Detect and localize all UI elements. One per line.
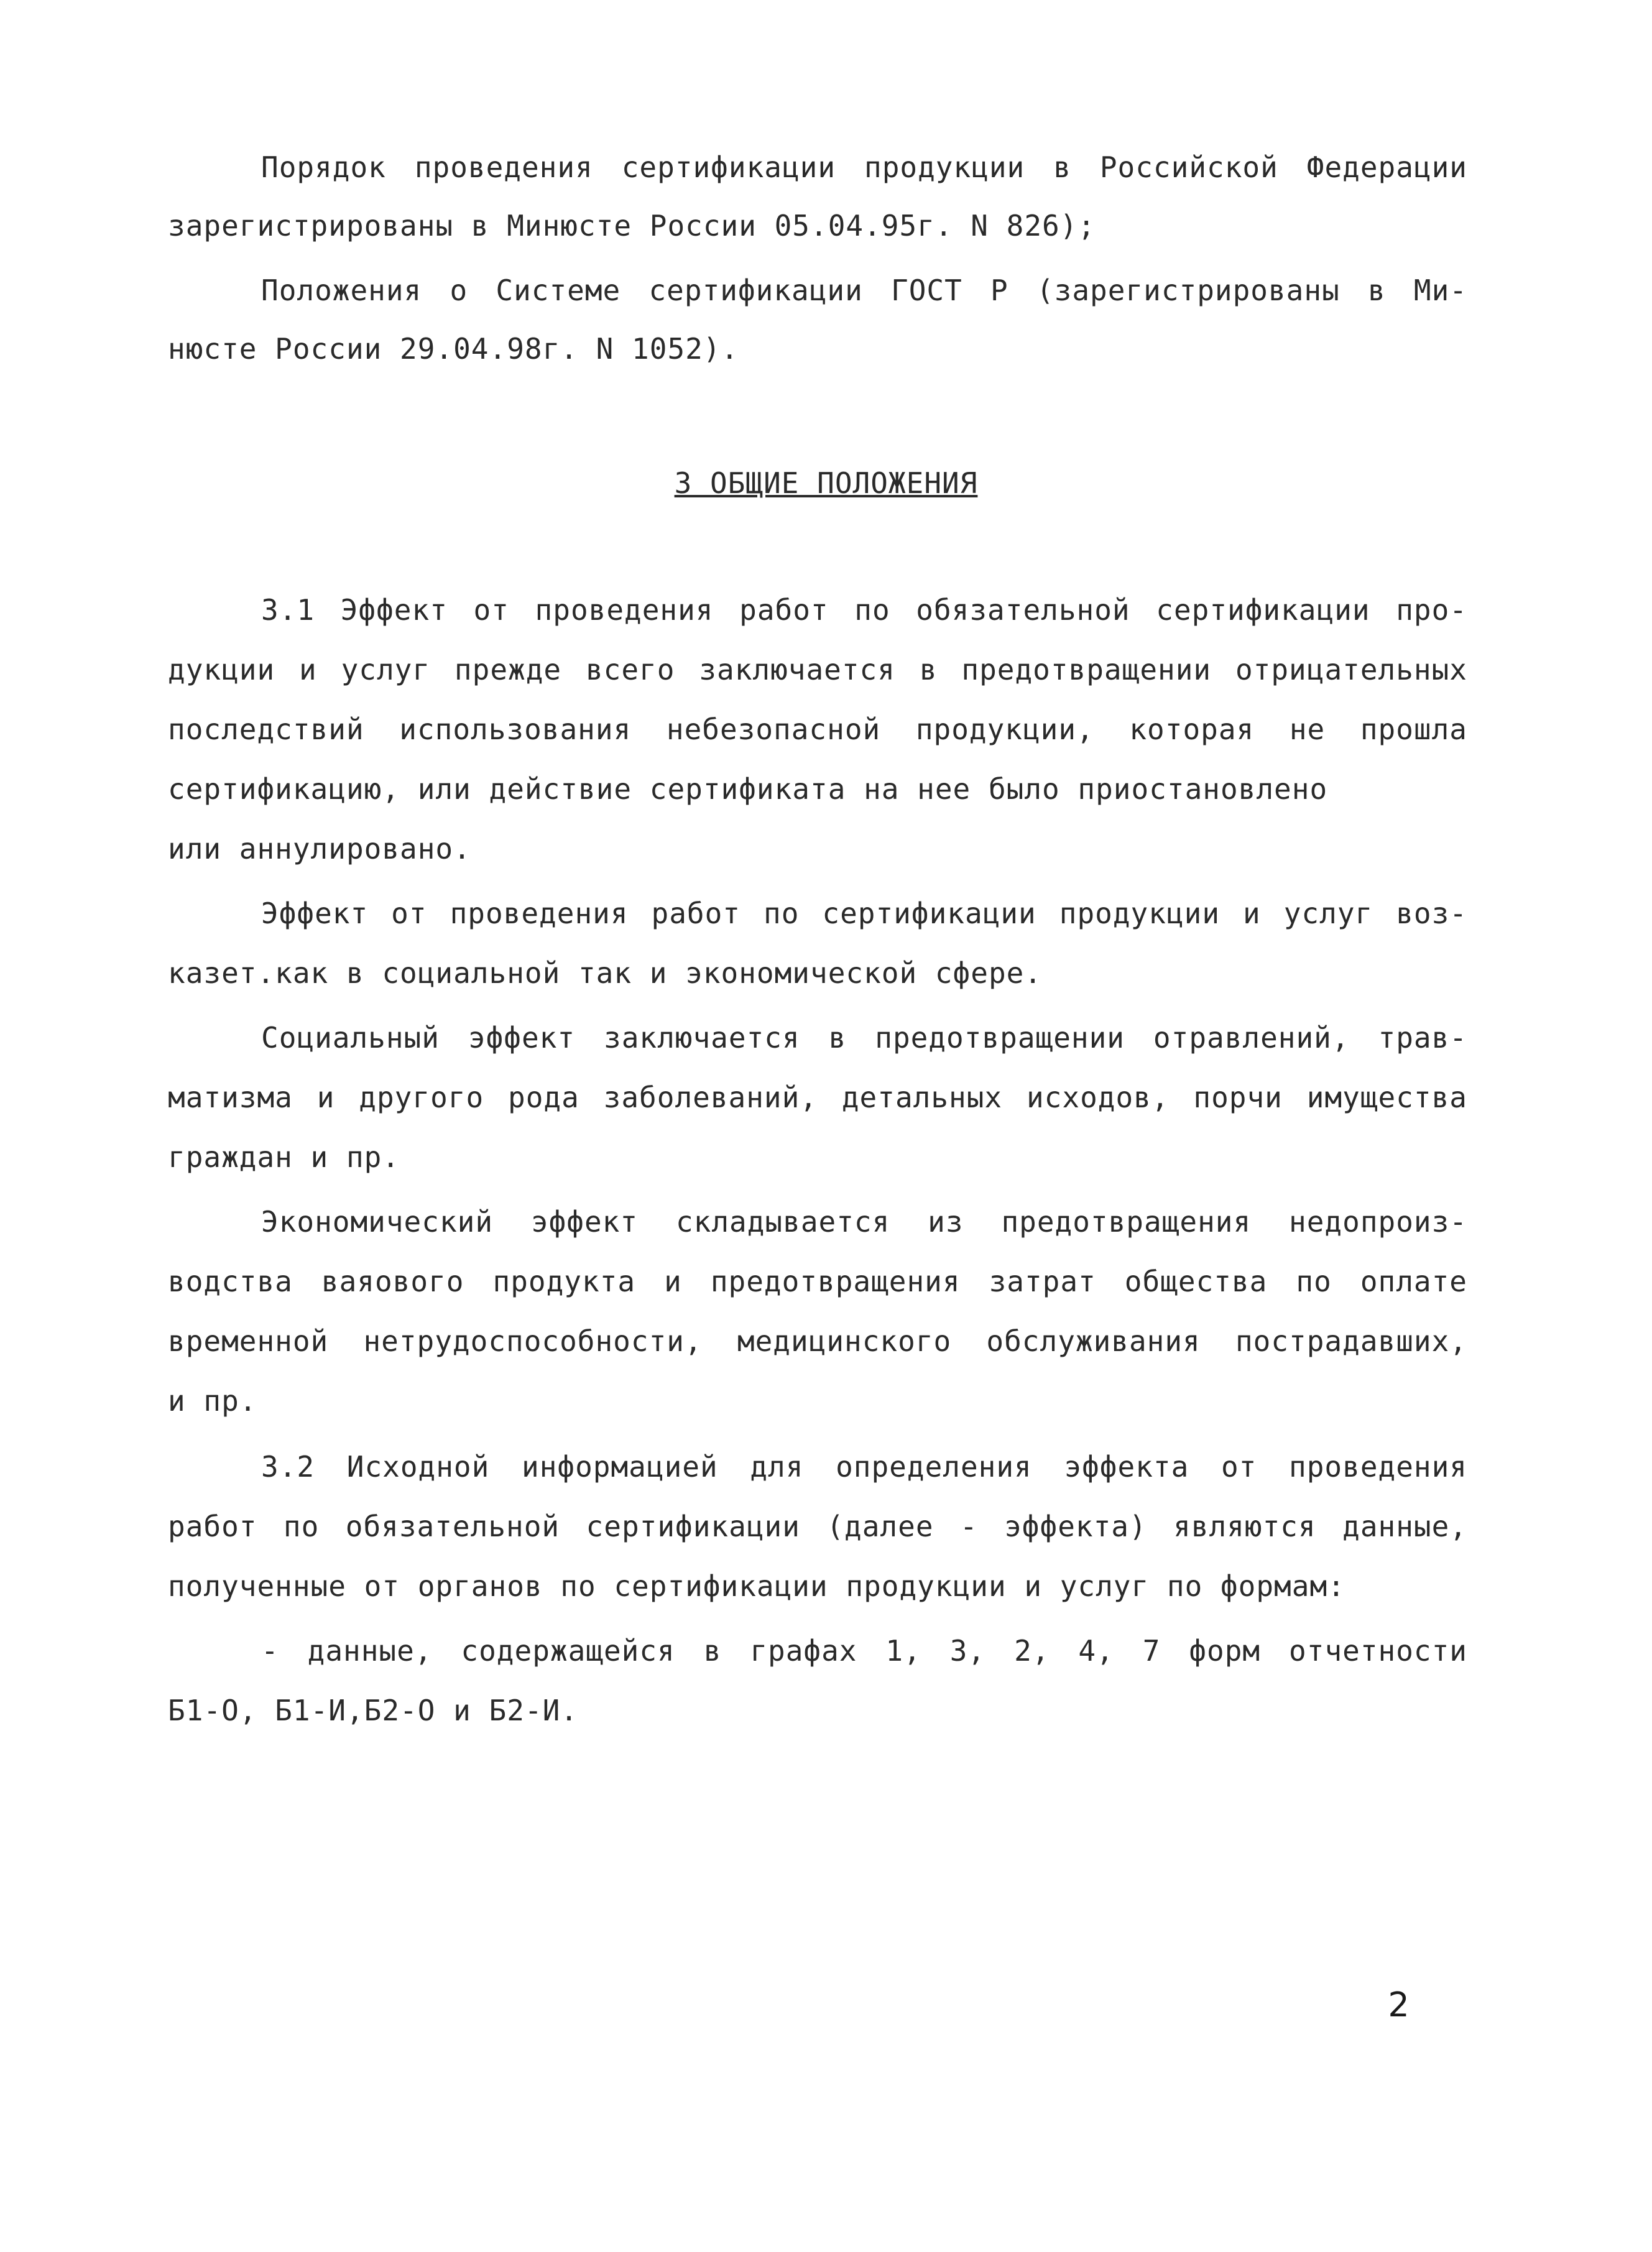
text-line: - данные, содержащейся в графах 1, 3, 2, 4, 7 форм отчетности bbox=[261, 1634, 1467, 1668]
text-line: матизма и другого рода заболеваний, детальных исходов, порчи имущества bbox=[168, 1081, 1467, 1114]
text-line: полученные от органов по сертификации продукции и услуг по формам: bbox=[168, 1569, 1345, 1603]
page-number: 2 bbox=[1388, 1985, 1410, 2024]
text-line: или аннулировано. bbox=[168, 832, 471, 865]
text-line: Социальный эффект заключается в предотвращении отравлений, трав- bbox=[261, 1021, 1467, 1054]
text-line: сертификацию, или действие сертификата на нее было приостановлено bbox=[168, 772, 1328, 806]
text-line: Эффект от проведения работ по сертификации продукции и услуг воз- bbox=[261, 897, 1467, 930]
text-line: Порядок проведения сертификации продукции в Российской Федерации bbox=[261, 150, 1467, 184]
text-line: Экономический эффект складывается из предотвращения недопроиз- bbox=[261, 1205, 1467, 1239]
text-line: нюсте России 29.04.98г. N 1052). bbox=[168, 332, 739, 366]
section-heading: 3 ОБЩИЕ ПОЛОЖЕНИЯ bbox=[674, 466, 978, 500]
text-line: казет.как в социальной так и экономической сфере. bbox=[168, 956, 1043, 990]
text-line: Б1-О, Б1-И,Б2-О и Б2-И. bbox=[168, 1694, 578, 1727]
text-line: зарегистрированы в Минюсте России 05.04.95г. N 826); bbox=[168, 209, 1096, 242]
text-line: Положения о Системе сертификации ГОСТ Р (зарегистрированы в Ми- bbox=[261, 274, 1467, 307]
text-line: 3.1 Эффект от проведения работ по обязательной сертификации про- bbox=[261, 593, 1467, 627]
text-line: последствий использования небезопасной продукции, которая не прошла bbox=[168, 713, 1467, 746]
text-line: и пр. bbox=[168, 1384, 257, 1418]
text-line: водства ваяового продукта и предотвращения затрат общества по оплате bbox=[168, 1265, 1467, 1298]
text-line: дукции и услуг прежде всего заключается в предотвращении отрицательных bbox=[168, 653, 1467, 686]
text-line: граждан и пр. bbox=[168, 1140, 400, 1174]
text-line: работ по обязательной сертификации (далее - эффекта) являются данные, bbox=[168, 1510, 1467, 1543]
text-line: временной нетрудоспособности, медицинского обслуживания пострадавших, bbox=[168, 1324, 1467, 1358]
text-line: 3.2 Исходной информацией для определения эффекта от проведения bbox=[261, 1450, 1467, 1484]
